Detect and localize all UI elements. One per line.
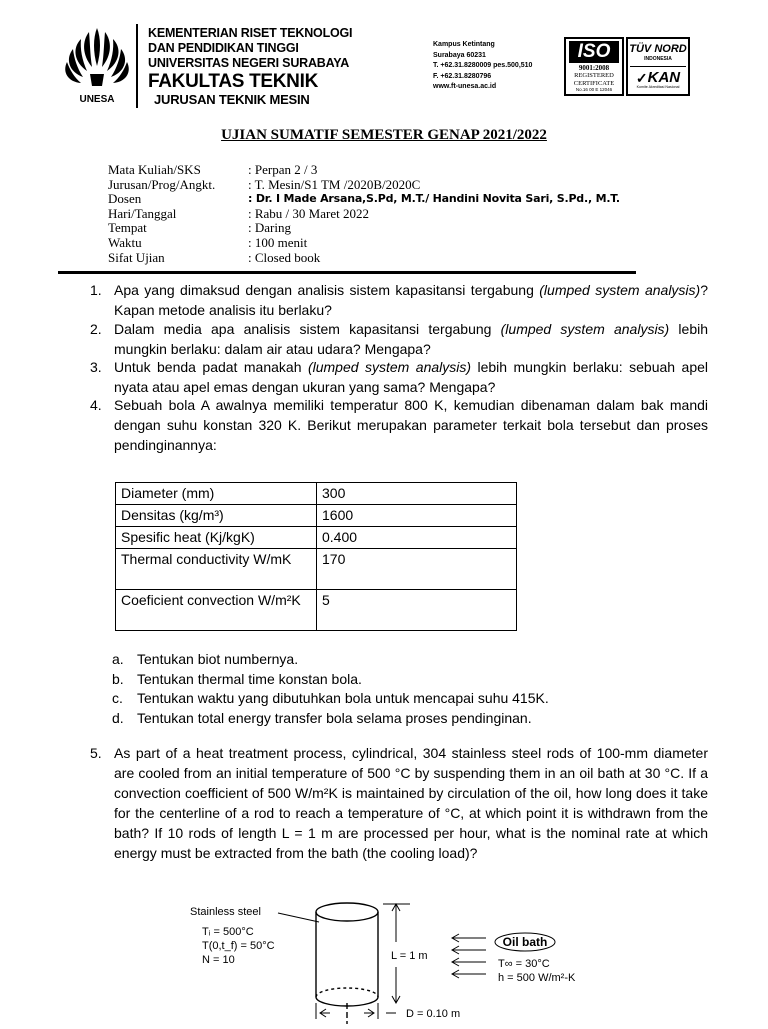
cylinder-figure xyxy=(180,895,600,1024)
exam-info xyxy=(108,163,620,265)
contact-block xyxy=(433,40,532,93)
iso-mark: ISO xyxy=(569,41,619,63)
contact-campus: Kampus Ketintang xyxy=(433,41,495,48)
fig-material-label: Stainless steel xyxy=(190,906,261,918)
kan-caption: Komite Akreditasi Nasional xyxy=(636,85,680,89)
university-logo xyxy=(62,22,132,106)
parameter-table xyxy=(115,482,517,631)
list-item: b. Tentukan thermal time konstan bola. xyxy=(112,670,362,687)
oil-flow-arrows xyxy=(452,934,486,978)
contact-fax: F. +62.31.8280796 xyxy=(433,72,492,80)
university-name: UNIVERSITAS NEGERI SURABAYA xyxy=(148,56,350,70)
faculty-name: FAKULTAS TEKNIK xyxy=(148,71,319,92)
fig-ambient-temp: T∞ = 30°C xyxy=(498,958,550,970)
iso-standard: 9001:2008 xyxy=(578,64,610,72)
info-row-department: Jurusan/Prog/Angkt. : T. Mesin/S1 TM /2020B/2020C xyxy=(108,176,421,192)
table-row: Coeficient convection W/m²K 5 xyxy=(116,590,517,631)
ministry-line-2: DAN PENDIDIKAN TINGGI xyxy=(148,41,299,55)
exam-title: UJIAN SUMATIF SEMESTER GENAP 2021/2022 xyxy=(221,127,547,143)
fig-rod-count: N = 10 xyxy=(202,954,235,966)
iso-certificate-badge xyxy=(564,37,624,96)
kan-brand: KAN xyxy=(647,69,681,86)
info-divider xyxy=(58,271,636,274)
cylinder-rod xyxy=(316,903,378,1024)
info-row-place: Tempat : Daring xyxy=(108,220,291,236)
department-name: JURUSAN TEKNIK MESIN xyxy=(154,92,310,107)
info-row-course: Mata Kuliah/SKS : Perpan 2 / 3 xyxy=(108,162,318,177)
info-row-lecturer: Dosen : Dr. I Made Arsana,S.Pd, M.T./ Handini Novita Sari, S.Pd., M.T. xyxy=(108,191,620,207)
fig-final-temp: T(0,t_f) = 50°C xyxy=(202,940,275,952)
fig-initial-temp: Tᵢ = 500°C xyxy=(202,926,254,938)
info-row-date: Hari/Tanggal : Rabu / 30 Maret 2022 xyxy=(108,205,369,221)
kan-check-icon: ✓ xyxy=(635,69,648,86)
contact-website: www.ft-unesa.ac.id xyxy=(433,83,497,90)
letterhead xyxy=(148,26,352,108)
iso-number: No.16 00 E 12046 xyxy=(575,87,613,92)
list-item: d. Tentukan total energy transfer bola selama proses pendinginan. xyxy=(112,709,532,726)
table-row: Densitas (kg/m³) 1600 xyxy=(116,505,517,527)
fig-diameter-label: D = 0.10 m xyxy=(406,1008,461,1020)
logo-caption: UNESA xyxy=(79,94,115,105)
fig-length-label: L = 1 m xyxy=(391,950,428,962)
accreditation-badge xyxy=(626,37,690,96)
material-leader-line xyxy=(278,913,319,922)
ministry-line-1: KEMENTERIAN RISET TEKNOLOGI xyxy=(148,26,353,40)
list-item: c. Tentukan waktu yang dibutuhkan bola untuk mencapai suhu 415K. xyxy=(112,690,549,706)
fig-oil-bath-label: Oil bath xyxy=(502,935,548,949)
tuv-brand: TÜV NORD xyxy=(629,43,687,55)
table-row: Thermal conductivity W/mK 170 xyxy=(116,549,517,590)
table-row: Diameter (mm) 300 xyxy=(116,483,517,505)
info-row-duration: Waktu : 100 menit xyxy=(108,234,308,250)
contact-city: Surabaya 60231 xyxy=(433,51,486,59)
contact-phone: T. +62.31.8280009 pes.500,510 xyxy=(433,62,533,69)
list-item: a. Tentukan biot numbernya. xyxy=(112,651,299,667)
table-row: Spesific heat (Kj/kgK) 0.400 xyxy=(116,527,517,549)
header-divider xyxy=(136,24,138,108)
tuv-country: INDONESIA xyxy=(644,56,672,62)
iso-registered: REGISTERED xyxy=(574,72,614,79)
iso-certificate: CERTIFICATE xyxy=(573,79,615,87)
info-row-exam-type: Sifat Ujian : Closed book xyxy=(108,249,321,265)
subquestion-list xyxy=(112,650,672,728)
fig-convection-coeff: h = 500 W/m²-K xyxy=(498,972,576,984)
